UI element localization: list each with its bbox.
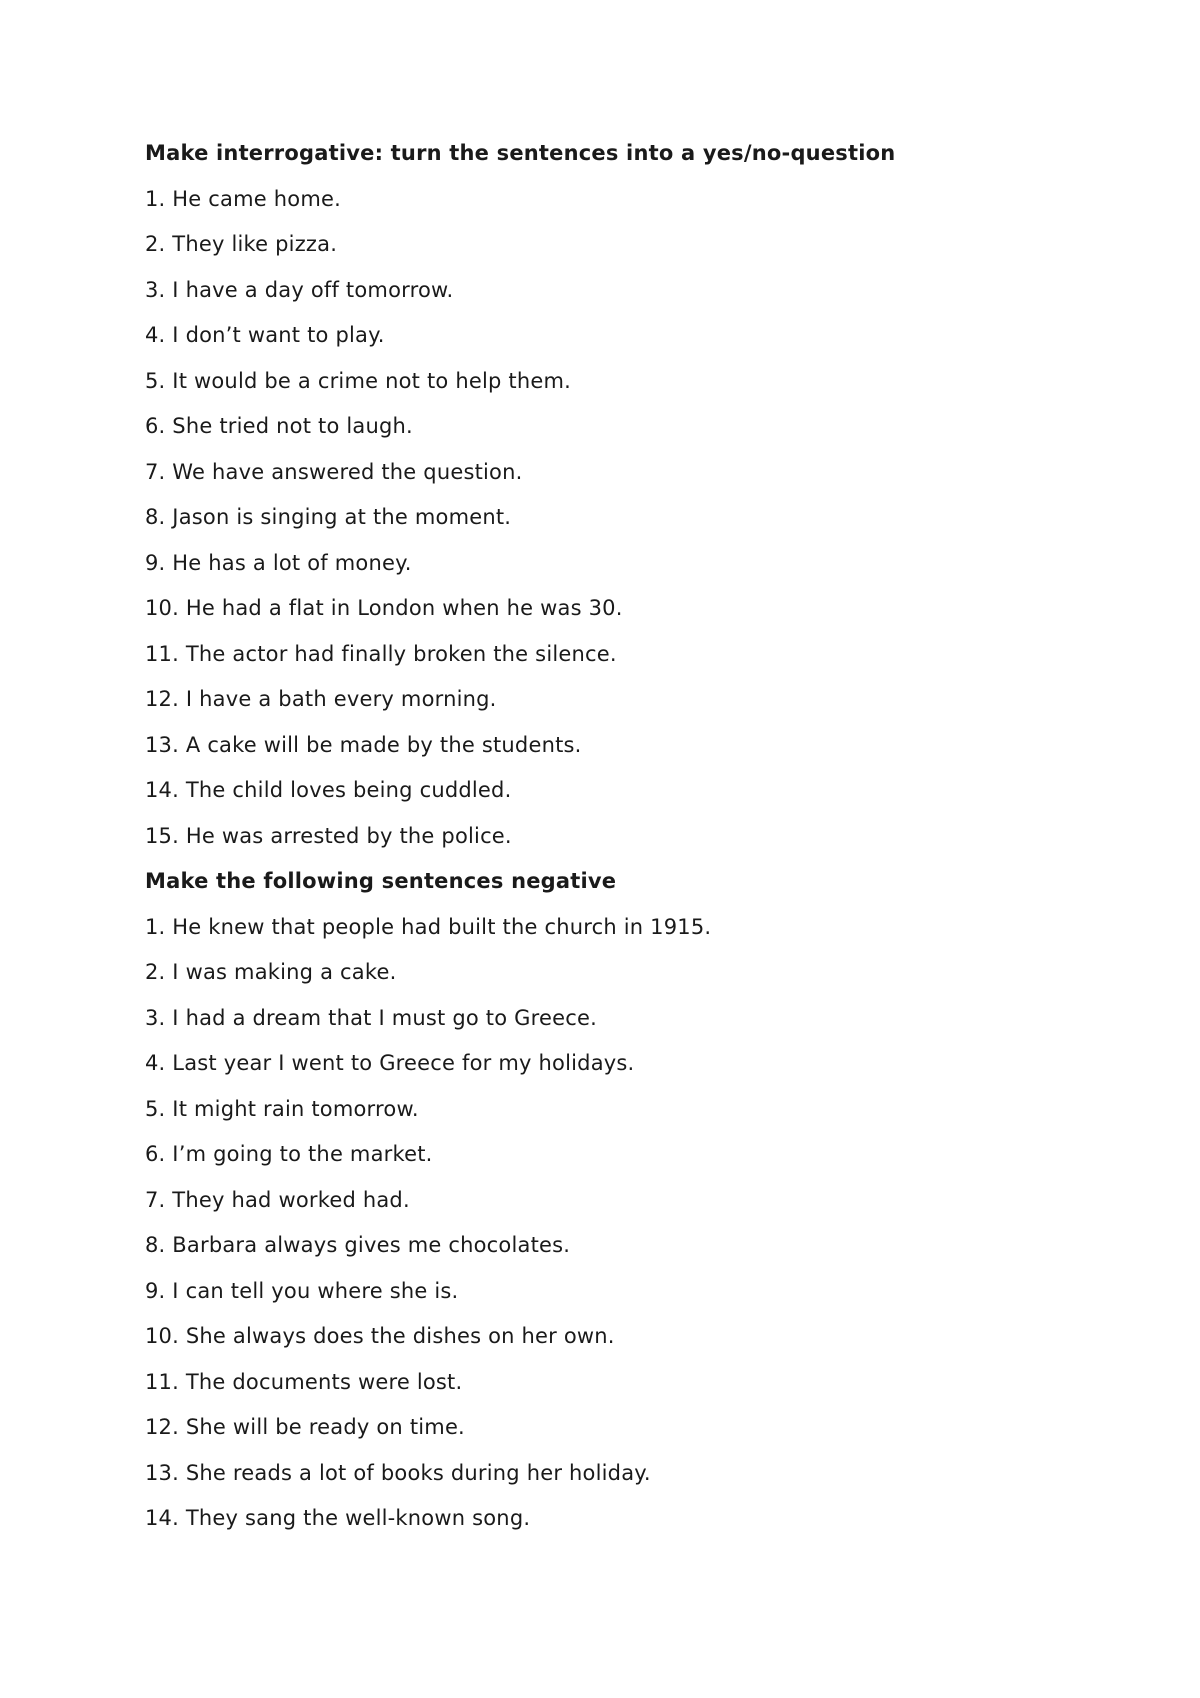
list-item: 2. I was making a cake. bbox=[145, 960, 397, 984]
list-item: 13. She reads a lot of books during her holiday. bbox=[145, 1460, 651, 1485]
list-item: 5. It might rain tomorrow. bbox=[145, 1096, 419, 1121]
list-item: 9. I can tell you where she is. bbox=[145, 1278, 459, 1303]
negative-heading: Make the following sentences negative bbox=[145, 869, 617, 893]
list-item: 8. Barbara always gives me chocolates. bbox=[145, 1233, 571, 1257]
list-item: 9. He has a lot of money. bbox=[145, 550, 412, 575]
list-item: 6. She tried not to laugh. bbox=[145, 414, 413, 438]
list-item: 14. They sang the well-known song. bbox=[145, 1506, 531, 1530]
list-item: 11. The actor had finally broken the silence. bbox=[145, 641, 617, 666]
list-item: 10. She always does the dishes on her own. bbox=[145, 1324, 615, 1348]
list-item: 5. It would be a crime not to help them. bbox=[145, 368, 572, 393]
interrogative-heading: Make interrogative: turn the sentences into a yes/no-question bbox=[145, 141, 896, 165]
negative-section bbox=[145, 859, 1105, 1542]
list-item: 7. They had worked had. bbox=[145, 1187, 410, 1212]
worksheet-page bbox=[145, 131, 1105, 1542]
list-item: 6. I’m going to the market. bbox=[145, 1142, 433, 1166]
list-item: 13. A cake will be made by the students. bbox=[145, 732, 582, 757]
list-item: 8. Jason is singing at the moment. bbox=[145, 505, 512, 529]
list-item: 1. He knew that people had built the church in 1915. bbox=[145, 914, 712, 939]
list-item: 11. The documents were lost. bbox=[145, 1369, 463, 1394]
list-item: 7. We have answered the question. bbox=[145, 459, 523, 484]
list-item: 12. I have a bath every morning. bbox=[145, 687, 497, 711]
list-item: 3. I have a day off tomorrow. bbox=[145, 277, 454, 302]
list-item: 3. I had a dream that I must go to Greece. bbox=[145, 1005, 597, 1030]
list-item: 1. He came home. bbox=[145, 186, 341, 211]
list-item: 12. She will be ready on time. bbox=[145, 1415, 465, 1439]
interrogative-section bbox=[145, 131, 1105, 859]
list-item: 2. They like pizza. bbox=[145, 232, 338, 256]
list-item: 15. He was arrested by the police. bbox=[145, 823, 512, 848]
list-item: 4. I don’t want to play. bbox=[145, 323, 385, 347]
list-item: 10. He had a flat in London when he was 30. bbox=[145, 596, 623, 620]
list-item: 14. The child loves being cuddled. bbox=[145, 778, 512, 802]
list-item: 4. Last year I went to Greece for my holidays. bbox=[145, 1051, 635, 1075]
